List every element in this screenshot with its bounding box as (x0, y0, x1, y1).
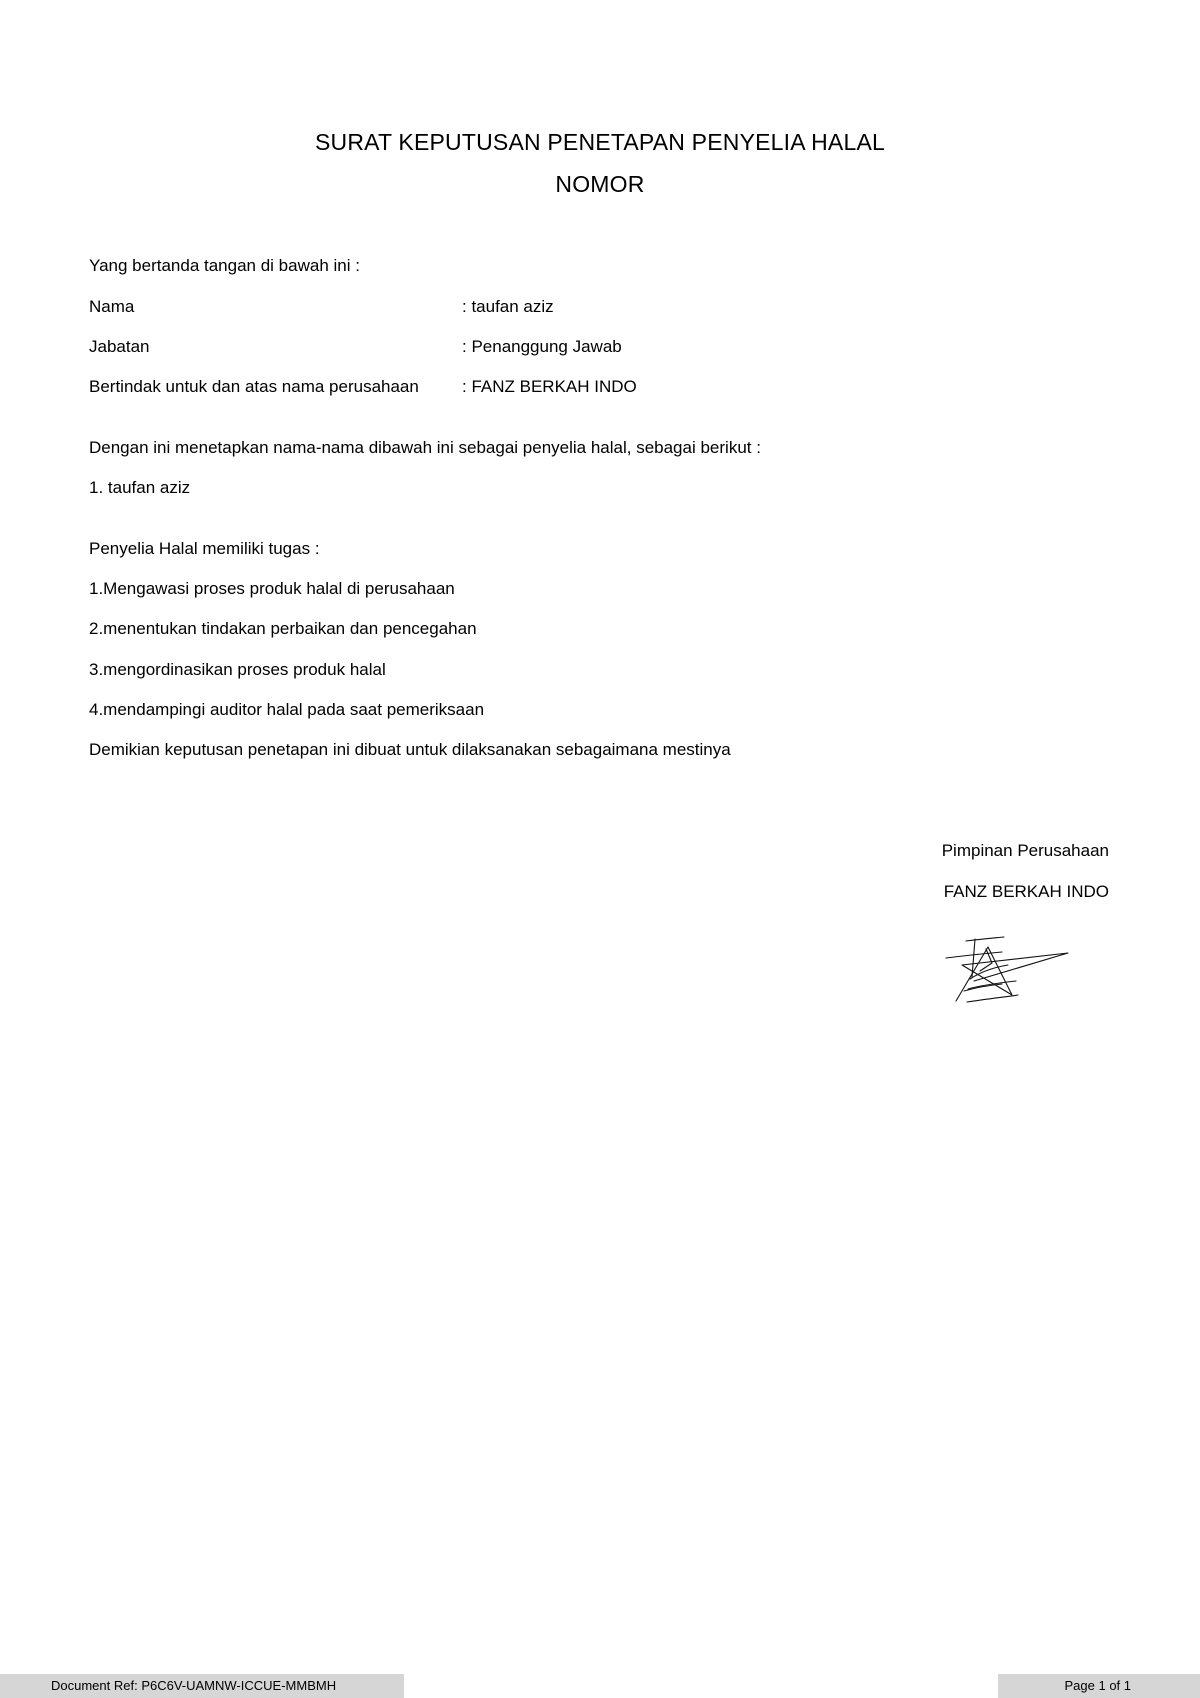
duty-item-3: 3.mengordinasikan proses produk halal (89, 660, 386, 679)
signatory-company: FANZ BERKAH INDO (943, 882, 1109, 901)
signer-company-value: : FANZ BERKAH INDO (462, 377, 637, 396)
document-title: SURAT KEPUTUSAN PENETAPAN PENYELIA HALAL (315, 129, 885, 155)
signer-company-label: Bertindak untuk dan atas nama perusahaan (89, 377, 419, 396)
duty-item-1: 1.Mengawasi proses produk halal di perusahaan (89, 579, 455, 598)
signer-name-label: Nama (89, 297, 135, 316)
signer-name-value: : taufan aziz (462, 297, 554, 316)
duties-heading: Penyelia Halal memiliki tugas : (89, 539, 320, 558)
footer-page-number: Page 1 of 1 (998, 1674, 1200, 1698)
signatory-role: Pimpinan Perusahaan (941, 841, 1109, 860)
decree-text: Dengan ini menetapkan nama-nama dibawah ini sebagai penyelia halal, sebagai berikut : (89, 438, 761, 457)
supervisor-list-item: 1. taufan aziz (89, 478, 191, 497)
signer-position-label: Jabatan (89, 337, 150, 356)
document-number-label: NOMOR (555, 171, 645, 197)
signer-position-value: : Penanggung Jawab (462, 337, 622, 356)
duty-item-4: 4.mendampingi auditor halal pada saat pemeriksaan (89, 700, 485, 719)
closing-text: Demikian keputusan penetapan ini dibuat untuk dilaksanakan sebagaimana mestinya (89, 740, 731, 759)
footer-document-ref: Document Ref: P6C6V-UAMNW-ICCUE-MMBMH (0, 1674, 404, 1698)
intro-text: Yang bertanda tangan di bawah ini : (89, 256, 360, 275)
handwritten-signature (942, 935, 1072, 1010)
duty-item-2: 2.menentukan tindakan perbaikan dan pencegahan (89, 619, 477, 638)
